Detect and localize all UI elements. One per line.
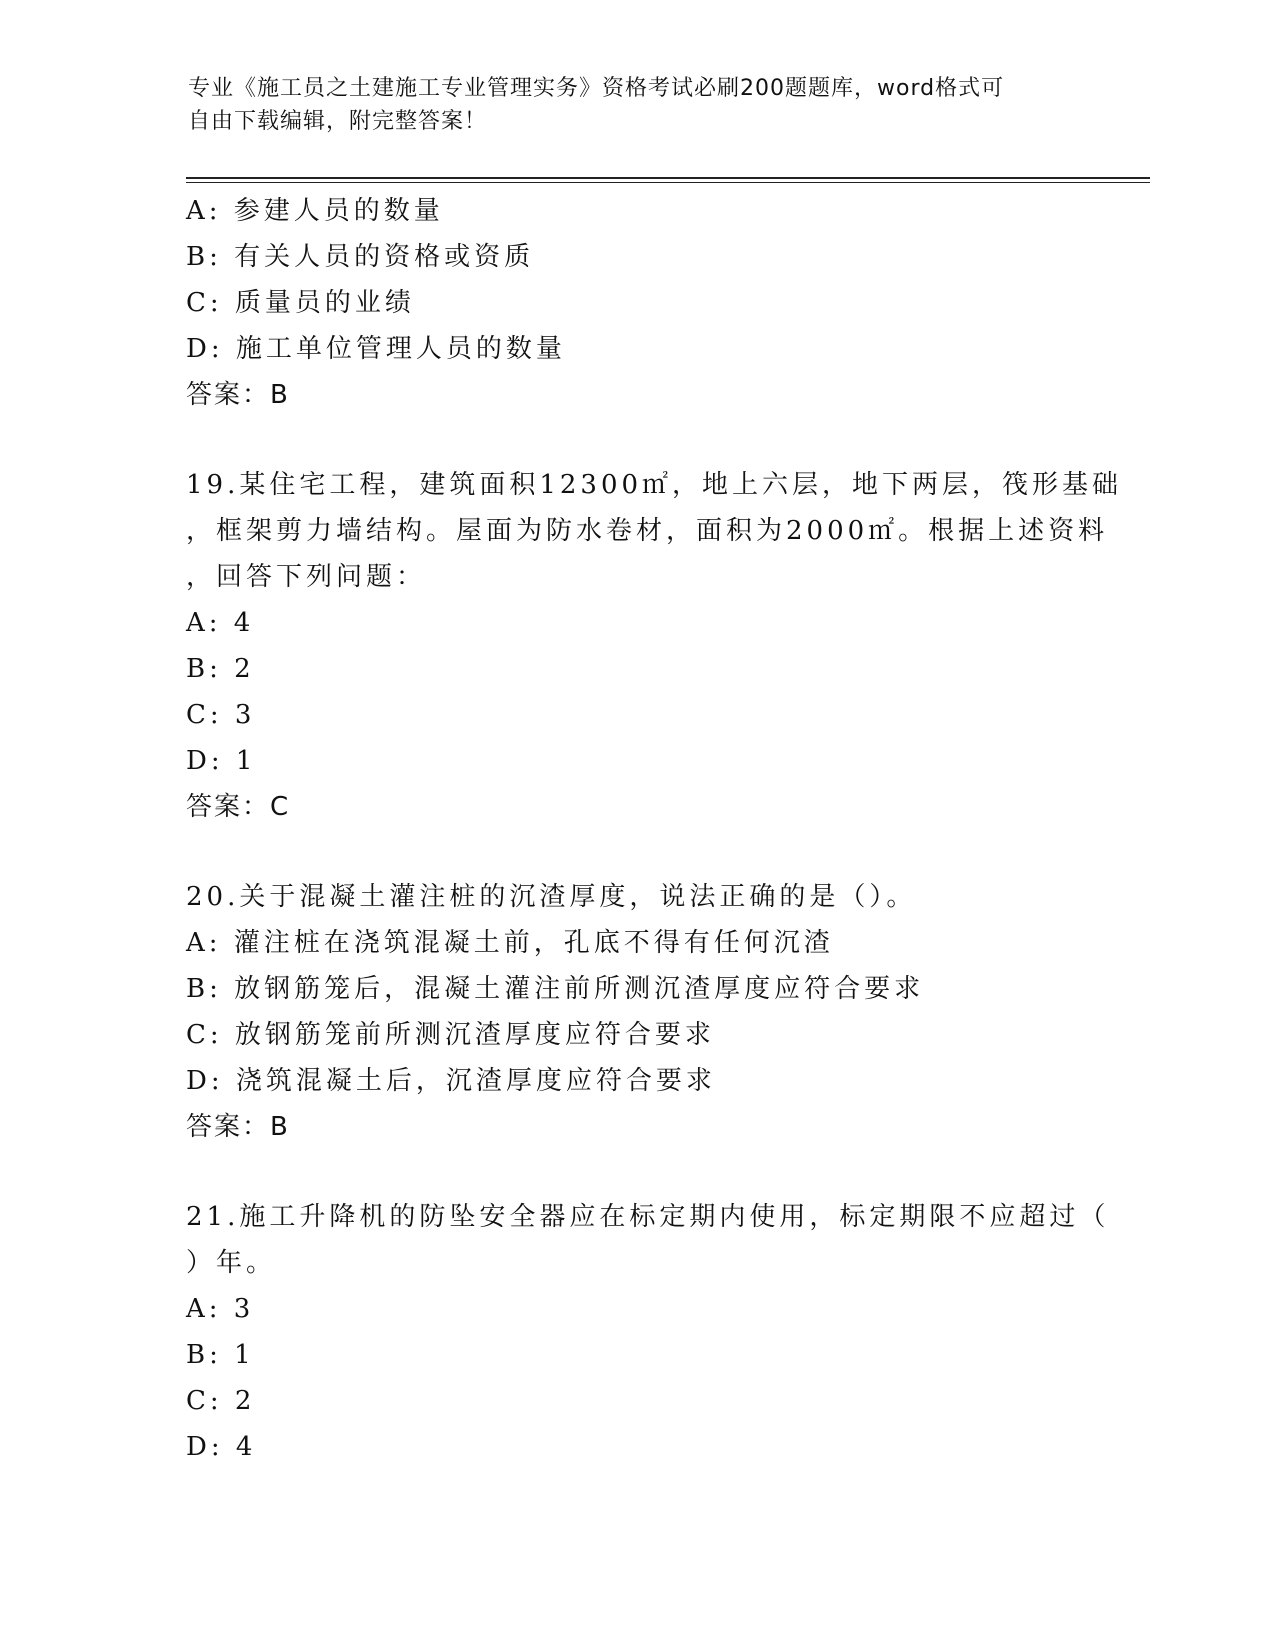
page-header xyxy=(188,72,1068,138)
option-c: C: 质量员的业绩 xyxy=(186,288,415,318)
question-text-line: 19.某住宅工程，建筑面积12300㎡，地上六层，地下两层，筏形基础 xyxy=(186,470,1123,500)
document-body xyxy=(186,188,1123,1470)
question-18 xyxy=(186,188,1086,418)
header-divider xyxy=(186,177,1150,183)
option-b: B: 放钢筋笼后，混凝土灌注前所测沉渣厚度应符合要求 xyxy=(186,974,925,1004)
header-line-2: 自由下载编辑，附完整答案！ xyxy=(188,109,488,134)
option-a: A: 3 xyxy=(186,1294,255,1324)
option-d: D: 施工单位管理人员的数量 xyxy=(186,334,566,364)
option-b: B: 1 xyxy=(186,1340,255,1370)
option-a: A: 4 xyxy=(186,608,255,638)
option-a: A: 参建人员的数量 xyxy=(186,196,444,226)
option-d: D: 4 xyxy=(186,1432,257,1462)
option-d: D: 1 xyxy=(186,746,257,776)
question-text-line: ，框架剪力墙结构。屋面为防水卷材，面积为2000㎡。根据上述资料 xyxy=(186,516,1109,546)
answer: 答案：C xyxy=(186,792,291,822)
option-a: A: 灌注桩在浇筑混凝土前，孔底不得有任何沉渣 xyxy=(186,928,834,958)
option-d: D: 浇筑混凝土后，沉渣厚度应符合要求 xyxy=(186,1066,716,1096)
question-text-line: ）年。 xyxy=(186,1248,277,1278)
question-19 xyxy=(186,462,1123,830)
question-text-line: ，回答下列问题： xyxy=(186,562,427,592)
option-b: B: 2 xyxy=(186,654,255,684)
option-c: C: 放钢筋笼前所测沉渣厚度应符合要求 xyxy=(186,1020,715,1050)
option-c: C: 3 xyxy=(186,700,256,730)
header-line-1: 专业《施工员之土建施工专业管理实务》资格考试必刷200题题库，word格式可 xyxy=(188,76,1005,101)
question-text-line: 20.关于混凝土灌注桩的沉渣厚度，说法正确的是（）。 xyxy=(186,882,917,912)
answer: 答案：B xyxy=(186,380,290,410)
question-21 xyxy=(186,1194,1110,1470)
question-text-line: 21.施工升降机的防坠安全器应在标定期内使用，标定期限不应超过（ xyxy=(186,1202,1110,1232)
question-20 xyxy=(186,874,1086,1150)
option-c: C: 2 xyxy=(186,1386,256,1416)
answer: 答案：B xyxy=(186,1112,290,1142)
option-b: B: 有关人员的资格或资质 xyxy=(186,242,535,272)
